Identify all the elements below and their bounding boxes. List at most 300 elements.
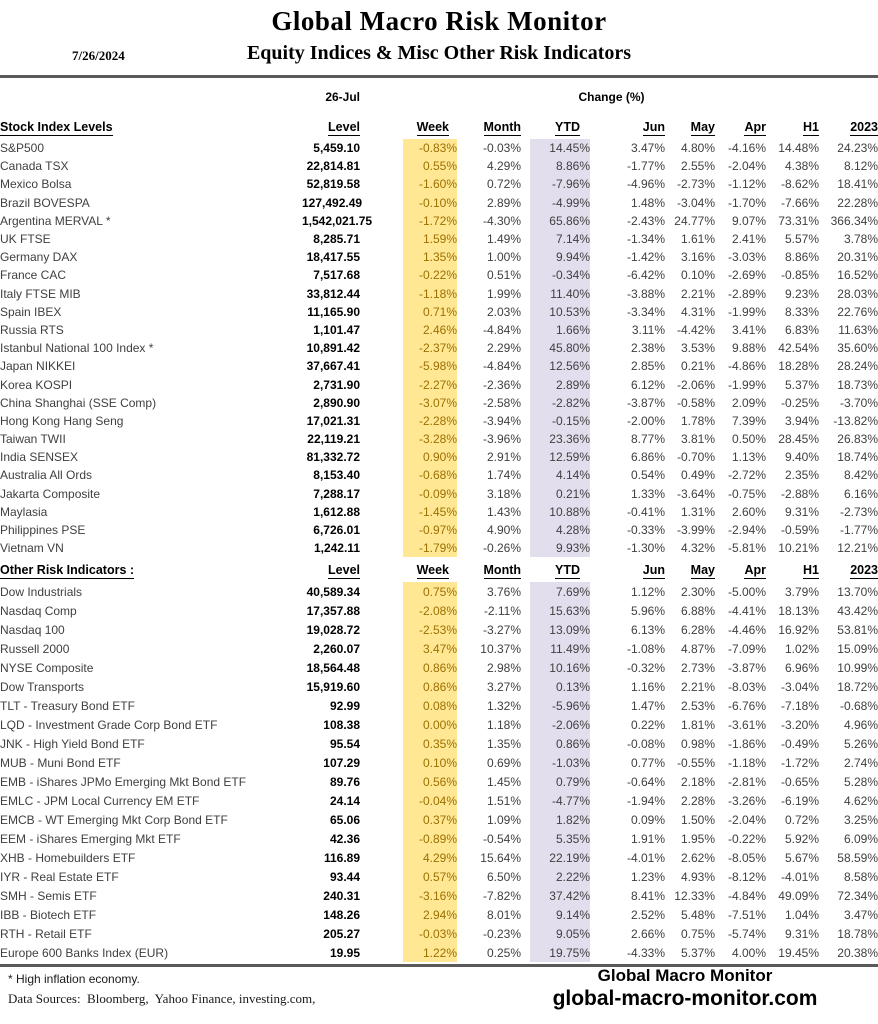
apr-change: 2.09% (731, 395, 766, 410)
h1-change: -0.59% (780, 523, 819, 538)
week-change: 0.86% (403, 677, 457, 696)
may-change: 4.93% (680, 869, 715, 884)
jun-change: 1.12% (630, 584, 665, 599)
may-change: 2.21% (680, 679, 715, 694)
index-name: Europe 600 Banks Index (EUR) (0, 945, 169, 960)
table-row (0, 753, 878, 772)
may-change: -0.55% (676, 755, 715, 770)
index-name: Spain IBEX (0, 304, 62, 319)
level-value: 6,726.01 (313, 523, 360, 538)
week-change: -2.53% (403, 620, 457, 639)
jun-change: -0.33% (626, 523, 665, 538)
week-change: 0.75% (403, 582, 457, 601)
jun-change: -6.42% (626, 268, 665, 283)
ytd-change: 2.22% (530, 867, 590, 886)
ytd-change: 13.09% (530, 620, 590, 639)
level-value: 1,242.11 (313, 541, 360, 556)
h1-change: 1.02% (784, 641, 819, 656)
h1-change: -3.20% (780, 717, 819, 732)
year2023-change: 28.24% (837, 359, 878, 374)
level-value: 1,101.47 (313, 322, 360, 337)
jun-change: -1.42% (626, 250, 665, 265)
month-change: -7.82% (482, 888, 521, 903)
year2023-change: 18.72% (837, 679, 878, 694)
brand-block (525, 966, 845, 1011)
table-row (0, 266, 878, 284)
index-name: XHB - Homebuilders ETF (0, 850, 136, 865)
ytd-change: 10.53% (530, 303, 590, 321)
table-row (0, 924, 878, 943)
jun-change: -4.96% (626, 177, 665, 192)
table-row (0, 466, 878, 484)
column-header-month (457, 108, 521, 139)
level-value: 93.44 (329, 869, 360, 884)
month-change: 2.89% (486, 195, 521, 210)
month-change: -2.36% (482, 377, 521, 392)
year2023-change: 3.47% (843, 907, 878, 922)
index-name: Dow Industrials (0, 584, 83, 599)
may-change: 1.61% (680, 232, 715, 247)
level-value: 17,357.88 (306, 603, 360, 618)
month-change: 1.18% (486, 717, 521, 732)
index-name: NYSE Composite (0, 660, 94, 675)
week-change: 1.22% (403, 943, 457, 962)
year2023-change: -2.73% (839, 504, 878, 519)
level-value: 18,417.55 (306, 250, 360, 265)
week-change: -1.60% (403, 175, 457, 193)
level-value: 22,119.21 (307, 432, 360, 447)
jun-change: -4.01% (626, 850, 665, 865)
may-change: 2.53% (680, 698, 715, 713)
apr-change: -5.81% (727, 541, 766, 556)
h1-change: 73.31% (778, 213, 819, 228)
report-title: Global Macro Risk Monitor (271, 6, 607, 36)
index-name: IBB - Biotech ETF (0, 907, 97, 922)
apr-change: -2.04% (727, 812, 766, 827)
ytd-change: 22.19% (530, 848, 590, 867)
level-value: 1,612.88 (313, 504, 360, 519)
apr-change: -2.94% (727, 523, 766, 538)
ytd-change: 2.89% (530, 375, 590, 393)
year2023-change: 26.83% (837, 432, 878, 447)
jun-change: 0.09% (630, 812, 665, 827)
index-name: Philippines PSE (0, 523, 86, 538)
jun-change: 8.77% (630, 432, 665, 447)
week-change: 2.46% (403, 321, 457, 339)
year2023-change: -1.77% (839, 523, 878, 538)
may-change: -2.06% (676, 377, 715, 392)
apr-change: -1.70% (727, 195, 766, 210)
year2023-change: -13.82% (833, 413, 878, 428)
level-date-label: 26-Jul (325, 90, 360, 104)
column-header-week-text: Week (416, 120, 449, 134)
index-name: Jakarta Composite (0, 486, 101, 501)
may-change: 2.73% (680, 660, 715, 675)
index-name: Argentina MERVAL * (0, 213, 111, 228)
month-change: 1.51% (486, 793, 521, 808)
h1-change: 14.48% (778, 141, 819, 156)
may-change: 12.33% (674, 888, 715, 903)
index-name: Italy FTSE MIB (0, 286, 81, 301)
jun-change: 6.12% (630, 377, 665, 392)
level-value: 19,028.72 (306, 622, 360, 637)
column-header-jun (590, 108, 665, 139)
h1-change: 5.57% (784, 232, 819, 247)
level-value: 11,165.90 (307, 304, 360, 319)
jun-change: 6.13% (630, 622, 665, 637)
year2023-change: 18.41% (837, 177, 878, 192)
ytd-change: 7.69% (530, 582, 590, 601)
may-change: 4.87% (680, 641, 715, 656)
level-value: 24.14 (329, 793, 360, 808)
month-change: 1.35% (486, 736, 521, 751)
level-value: 52,819.58 (306, 177, 360, 192)
column-header-month (457, 557, 521, 582)
jun-change: -3.88% (626, 286, 665, 301)
week-change: 0.35% (403, 734, 457, 753)
apr-change: -8.05% (727, 850, 766, 865)
column-header-jun-text: Jun (642, 120, 665, 134)
may-change: 5.37% (680, 945, 715, 960)
h1-change: 10.21% (778, 541, 819, 556)
table-row (0, 412, 878, 430)
level-value: 95.54 (329, 736, 360, 751)
index-name: Vietnam VN (0, 541, 64, 556)
index-name: EMB - iShares JPMo Emerging Mkt Bond ETF (0, 774, 247, 789)
level-value: 19.95 (329, 945, 360, 960)
year2023-change: 3.78% (843, 232, 878, 247)
table-row (0, 539, 878, 557)
may-change: 5.48% (680, 907, 715, 922)
ytd-change: 0.86% (530, 734, 590, 753)
index-name: India SENSEX (0, 450, 79, 465)
h1-change: 5.92% (784, 831, 819, 846)
table-row (0, 772, 878, 791)
year2023-change: 12.21% (837, 541, 878, 556)
jun-change: -4.33% (626, 945, 665, 960)
table-row (0, 175, 878, 193)
week-change: 0.57% (403, 867, 457, 886)
week-change: -0.68% (403, 466, 457, 484)
year2023-change: 20.38% (837, 945, 878, 960)
week-change: -1.72% (403, 212, 457, 230)
column-header-h1-text: H1 (803, 120, 819, 134)
level-value: 15,919.60 (306, 679, 360, 694)
apr-change: 3.41% (731, 322, 766, 337)
index-name: LQD - Investment Grade Corp Bond ETF (0, 717, 218, 732)
may-change: 1.31% (680, 504, 715, 519)
apr-change: -5.00% (727, 584, 766, 599)
may-change: 1.78% (680, 413, 715, 428)
apr-change: -1.99% (727, 304, 766, 319)
month-change: 1.43% (486, 504, 521, 519)
jun-change: 3.47% (630, 141, 665, 156)
week-change: 0.00% (403, 715, 457, 734)
year2023-change: 4.96% (843, 717, 878, 732)
ytd-change: 9.94% (530, 248, 590, 266)
ytd-change: -4.99% (530, 194, 590, 212)
index-name: Brazil BOVESPA (0, 195, 90, 210)
ytd-change: 12.59% (530, 448, 590, 466)
jun-change: 6.86% (630, 450, 665, 465)
index-name: Japan NIKKEI (0, 359, 76, 374)
jun-change: -1.34% (626, 232, 665, 247)
apr-change: -8.12% (727, 869, 766, 884)
year2023-change: 20.31% (837, 250, 878, 265)
jun-change: 2.66% (630, 926, 665, 941)
apr-change: -2.89% (727, 286, 766, 301)
year2023-change: 5.26% (843, 736, 878, 751)
may-change: 6.88% (680, 603, 715, 618)
level-value: 65.06 (329, 812, 360, 827)
month-change: 1.74% (486, 468, 521, 483)
column-header-year2023-text: 2023 (850, 120, 878, 134)
month-change: 2.98% (486, 660, 521, 675)
week-change: -3.28% (403, 430, 457, 448)
jun-change: 1.47% (630, 698, 665, 713)
table-row (0, 357, 878, 375)
year2023-change: 8.58% (843, 869, 878, 884)
table-row (0, 601, 878, 620)
top-divider (0, 75, 878, 78)
ytd-change: -0.15% (530, 412, 590, 430)
table-row (0, 521, 878, 539)
month-change: 1.09% (486, 812, 521, 827)
ytd-change: 15.63% (530, 601, 590, 620)
table-row (0, 715, 878, 734)
index-name: Taiwan TWII (0, 432, 66, 447)
week-change: -0.09% (403, 485, 457, 503)
jun-change: 8.41% (630, 888, 665, 903)
jun-change: -0.32% (626, 660, 665, 675)
table-row (0, 503, 878, 521)
h1-change: -7.66% (780, 195, 819, 210)
level-value: 42.36 (329, 831, 360, 846)
index-name: UK FTSE (0, 232, 51, 247)
may-change: 0.98% (680, 736, 715, 751)
month-change: 10.37% (480, 641, 521, 656)
month-change: -4.84% (482, 322, 521, 337)
apr-change: -2.72% (727, 468, 766, 483)
index-name: Russell 2000 (0, 641, 70, 656)
column-header-month-text: Month (483, 563, 521, 578)
h1-change: -8.62% (780, 177, 819, 192)
month-change: 4.29% (486, 159, 521, 174)
may-change: 2.18% (680, 774, 715, 789)
column-header-ytd-text: YTD (555, 120, 580, 134)
year2023-change: 4.62% (843, 793, 878, 808)
apr-change: -4.84% (727, 888, 766, 903)
h1-change: 6.83% (784, 322, 819, 337)
ytd-change: 4.28% (530, 521, 590, 539)
year2023-change: 22.76% (837, 304, 878, 319)
column-header-h1-text: H1 (803, 563, 819, 578)
month-change: -2.58% (482, 395, 521, 410)
may-change: 0.49% (680, 468, 715, 483)
jun-change: -3.34% (626, 304, 665, 319)
jun-change: -2.00% (626, 413, 665, 428)
index-name: Canada TSX (0, 159, 69, 174)
h1-change: -0.65% (780, 774, 819, 789)
index-name: Dow Transports (0, 679, 85, 694)
column-header-apr (715, 557, 766, 582)
ytd-change: 8.86% (530, 157, 590, 175)
jun-change: 0.22% (630, 717, 665, 732)
h1-change: 0.72% (784, 812, 819, 827)
index-name: RTH - Retail ETF (0, 926, 92, 941)
year2023-change: 18.73% (837, 377, 878, 392)
ytd-change: 4.14% (530, 466, 590, 484)
week-change: -5.98% (403, 357, 457, 375)
column-header-ytd-text: YTD (555, 563, 580, 578)
table-row (0, 677, 878, 696)
year2023-change: 11.63% (838, 322, 878, 337)
table-row (0, 248, 878, 266)
h1-change: -0.49% (780, 736, 819, 751)
year2023-change: -0.68% (839, 698, 878, 713)
level-value: 8,153.40 (313, 468, 360, 483)
jun-change: 0.54% (630, 468, 665, 483)
h1-change: 9.40% (784, 450, 819, 465)
year2023-change: 6.09% (843, 831, 878, 846)
may-change: 4.80% (680, 141, 715, 156)
month-change: 1.45% (486, 774, 521, 789)
ytd-change: 12.56% (530, 357, 590, 375)
ytd-change: 10.16% (530, 658, 590, 677)
column-header-ytd (530, 108, 590, 139)
may-change: 2.62% (680, 850, 715, 865)
report-subtitle: Equity Indices & Misc Other Risk Indicators (246, 42, 632, 64)
column-header-row (0, 557, 878, 582)
month-change: 3.18% (486, 486, 521, 501)
may-change: 1.81% (680, 717, 715, 732)
jun-change: -0.64% (626, 774, 665, 789)
h1-change: -6.19% (780, 793, 819, 808)
month-change: 1.99% (486, 286, 521, 301)
month-change: 0.51% (486, 268, 521, 283)
level-value: 81,332.72 (306, 450, 360, 465)
apr-change: -6.76% (727, 698, 766, 713)
column-header-h1 (766, 557, 819, 582)
index-name: Mexico Bolsa (0, 177, 72, 192)
jun-change: -0.41% (626, 504, 665, 519)
ytd-change: 9.14% (530, 905, 590, 924)
week-change: -1.79% (403, 539, 457, 557)
month-change: -0.23% (482, 926, 521, 941)
year2023-change: -3.70% (839, 395, 878, 410)
month-change: 0.25% (486, 945, 521, 960)
jun-change: 1.48% (630, 195, 665, 210)
jun-change: -2.43% (626, 213, 665, 228)
table-row (0, 867, 878, 886)
column-header-week-text: Week (416, 563, 449, 578)
may-change: -0.70% (676, 450, 715, 465)
may-change: 2.21% (680, 286, 715, 301)
month-change: -3.94% (482, 413, 521, 428)
column-header-h1 (766, 108, 819, 139)
week-change: -2.27% (403, 375, 457, 393)
ytd-change: -2.82% (530, 394, 590, 412)
table-row (0, 639, 878, 658)
apr-change: -1.12% (727, 177, 766, 192)
week-change: -2.08% (403, 601, 457, 620)
week-change: -0.97% (403, 521, 457, 539)
index-name: IYR - Real Estate ETF (0, 869, 119, 884)
table-row (0, 734, 878, 753)
month-change: 1.49% (486, 232, 521, 247)
level-value: 7,288.17 (313, 486, 360, 501)
table-row (0, 905, 878, 924)
month-change: -0.26% (482, 541, 521, 556)
level-value: 240.31 (323, 888, 360, 903)
week-change: 0.90% (403, 448, 457, 466)
month-change: 8.01% (486, 907, 521, 922)
month-change: 2.29% (486, 341, 521, 356)
table-row (0, 448, 878, 466)
jun-change: 1.33% (630, 486, 665, 501)
table-row (0, 285, 878, 303)
table-row (0, 157, 878, 175)
jun-change: -1.77% (626, 159, 665, 174)
month-change: 0.69% (486, 755, 521, 770)
table-row (0, 696, 878, 715)
section-label (0, 557, 302, 582)
month-change: 1.00% (486, 250, 521, 265)
apr-change: -2.04% (727, 159, 766, 174)
apr-change: 9.88% (731, 341, 766, 356)
apr-change: 0.50% (731, 432, 766, 447)
level-value: 92.99 (329, 698, 360, 713)
ytd-change: 1.82% (530, 810, 590, 829)
apr-change: -4.16% (727, 141, 766, 156)
h1-change: -3.04% (780, 679, 819, 694)
h1-change: 42.54% (778, 341, 819, 356)
h1-change: -1.72% (780, 755, 819, 770)
index-name: EMCB - WT Emerging Mkt Corp Bond ETF (0, 812, 228, 827)
ytd-change: 0.13% (530, 677, 590, 696)
apr-change: -4.41% (727, 603, 766, 618)
apr-change: -3.03% (727, 250, 766, 265)
risk-monitor-table (0, 86, 878, 962)
h1-change: 9.23% (784, 286, 819, 301)
h1-change: 9.31% (784, 926, 819, 941)
apr-change: -7.09% (727, 641, 766, 656)
index-name: Nasdaq 100 (0, 622, 65, 637)
week-change: -0.83% (403, 139, 457, 157)
jun-change: 3.11% (631, 322, 665, 337)
column-header-may (665, 108, 715, 139)
apr-change: 7.39% (731, 413, 766, 428)
jun-change: 5.96% (630, 603, 665, 618)
h1-change: 16.92% (778, 622, 819, 637)
week-change: -1.45% (403, 503, 457, 521)
h1-change: 28.45% (778, 432, 819, 447)
year2023-change: 16.52% (837, 268, 878, 283)
column-header-jun (590, 557, 665, 582)
year2023-change: 6.16% (843, 486, 878, 501)
may-change: 4.31% (680, 304, 715, 319)
table-row (0, 321, 878, 339)
month-change: 2.91% (486, 450, 521, 465)
index-name: S&P500 (0, 141, 45, 156)
year2023-change: 58.59% (837, 850, 878, 865)
ytd-change: 9.93% (530, 539, 590, 557)
index-name: MUB - Muni Bond ETF (0, 755, 121, 770)
month-change: 4.90% (486, 523, 521, 538)
table-row (0, 620, 878, 639)
month-change: -3.96% (482, 432, 521, 447)
ytd-change: 11.49% (530, 639, 590, 658)
